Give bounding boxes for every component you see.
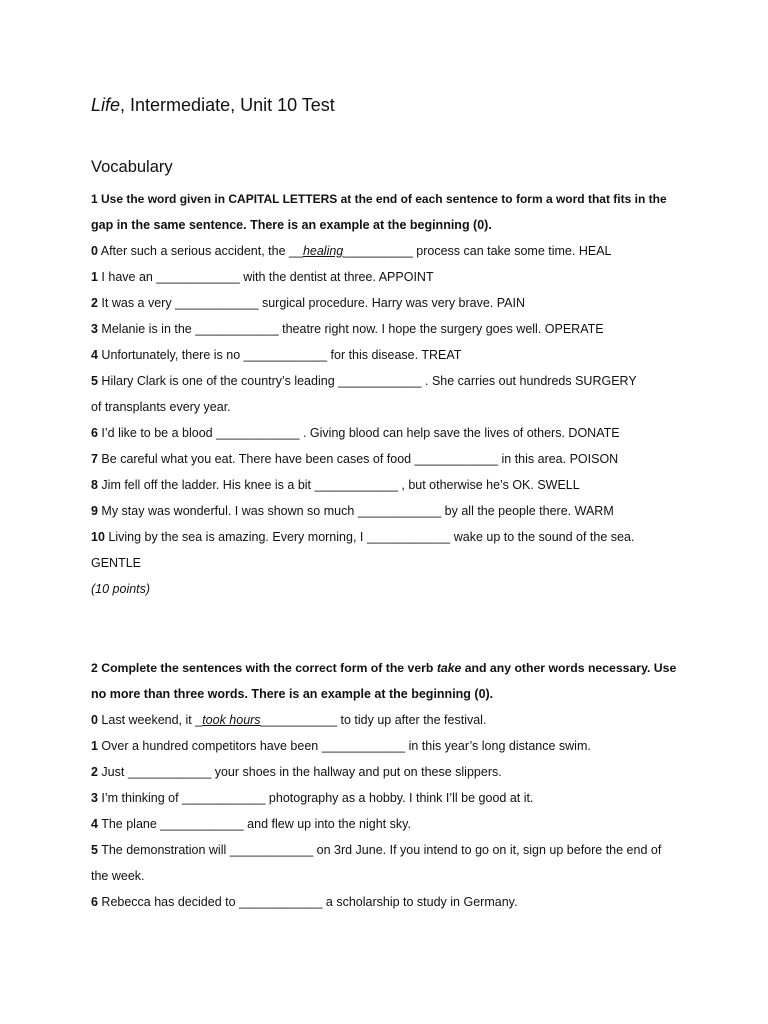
exercise-1-item-7 bbox=[91, 446, 678, 472]
exercise-1-item-3 bbox=[91, 316, 678, 342]
item-text: Melanie is in the ____________ theatre right now. I hope the surgery goes well. OPERATE bbox=[97, 322, 604, 336]
exercise-2-item-6 bbox=[91, 889, 678, 915]
item-number: 1 bbox=[91, 270, 98, 284]
exercise-1-instruction-line-1: 1 Use the word given in CAPITAL LETTERS at the end of each sentence to form a word that fits in the bbox=[91, 192, 667, 206]
item-text: The demonstration will ____________ on 3rd June. If you intend to go on it, sign up before the end of bbox=[97, 843, 662, 857]
item-text: Be careful what you eat. There have been cases of food ____________ in this area. POISON bbox=[97, 452, 619, 466]
item-number: 5 bbox=[91, 843, 98, 857]
item-text: Unfortunately, there is no ____________ for this disease. TREAT bbox=[97, 348, 462, 362]
exercise-1-item-10 bbox=[91, 524, 678, 550]
item-text-after: ___________ to tidy up after the festival. bbox=[260, 713, 487, 727]
item-number: 8 bbox=[91, 478, 98, 492]
document-title bbox=[91, 95, 335, 116]
item-text: Hilary Clark is one of the country’s leading ____________ . She carries out hundreds SURGERY bbox=[97, 374, 637, 388]
example-answer: healing bbox=[302, 244, 344, 258]
item-number: 3 bbox=[91, 791, 98, 805]
exercise-2-item-5 bbox=[91, 837, 678, 863]
item-number: 5 bbox=[91, 374, 98, 388]
exercise-1-item-5-continuation: of transplants every year. bbox=[91, 400, 231, 414]
exercise-2 bbox=[91, 655, 678, 915]
item-text: Over a hundred competitors have been ____________ in this year’s long distance swim. bbox=[97, 739, 591, 753]
title-italic: Life bbox=[91, 95, 121, 115]
item-text: Just ____________ your shoes in the hallway and put on these slippers. bbox=[97, 765, 502, 779]
item-text: My stay was wonderful. I was shown so much ____________ by all the people there. WARM bbox=[97, 504, 614, 518]
item-text-before: Last weekend, it _ bbox=[97, 713, 203, 727]
exercise-1-points: (10 points) bbox=[91, 582, 151, 596]
example-answer: took hours bbox=[202, 713, 261, 727]
item-text: Living by the sea is amazing. Every morning, I ____________ wake up to the sound of the sea. bbox=[104, 530, 635, 544]
exercise-2-item-5-continuation: the week. bbox=[91, 869, 145, 883]
exercise-1 bbox=[91, 186, 678, 602]
exercise-2-item-4 bbox=[91, 811, 678, 837]
item-number: 6 bbox=[91, 895, 98, 909]
item-text: Jim fell off the ladder. His knee is a bit ____________ , but otherwise he’s OK. SWELL bbox=[97, 478, 580, 492]
item-number: 0 bbox=[91, 713, 98, 727]
item-number: 7 bbox=[91, 452, 98, 466]
exercise-1-instruction-line-2: gap in the same sentence. There is an example at the beginning (0). bbox=[91, 218, 492, 232]
title-rest: , Intermediate, Unit 10 Test bbox=[120, 95, 335, 115]
exercise-1-item-2 bbox=[91, 290, 678, 316]
item-number: 2 bbox=[91, 296, 98, 310]
item-text: I have an ____________ with the dentist at three. APPOINT bbox=[97, 270, 434, 284]
item-number: 4 bbox=[91, 348, 98, 362]
item-number: 9 bbox=[91, 504, 98, 518]
exercise-1-item-6 bbox=[91, 420, 678, 446]
instruction-verb: take bbox=[436, 661, 462, 675]
item-text-before: After such a serious accident, the __ bbox=[97, 244, 303, 258]
item-number: 3 bbox=[91, 322, 98, 336]
item-text: The plane ____________ and flew up into the night sky. bbox=[97, 817, 411, 831]
exercise-1-item-4 bbox=[91, 342, 678, 368]
item-text: It was a very ____________ surgical procedure. Harry was very brave. PAIN bbox=[97, 296, 526, 310]
exercise-1-item-9 bbox=[91, 498, 678, 524]
item-text-after: __________ process can take some time. HEAL bbox=[343, 244, 612, 258]
exercise-2-instruction-line-2: no more than three words. There is an example at the beginning (0). bbox=[91, 687, 494, 701]
exercise-2-item-1 bbox=[91, 733, 678, 759]
exercise-2-item-3 bbox=[91, 785, 678, 811]
exercise-2-instruction-line-1 bbox=[91, 655, 678, 681]
item-number: 2 bbox=[91, 765, 98, 779]
item-number: 10 bbox=[91, 530, 105, 544]
exercise-1-item-8 bbox=[91, 472, 678, 498]
section-heading: Vocabulary bbox=[91, 158, 173, 176]
instruction-part-b: and any other words necessary. Use bbox=[461, 661, 677, 675]
exercise-1-item-10-continuation: GENTLE bbox=[91, 556, 142, 570]
item-text: I’d like to be a blood ____________ . Giving blood can help save the lives of others. DONATE bbox=[97, 426, 620, 440]
item-number: 4 bbox=[91, 817, 98, 831]
exercise-1-item-5 bbox=[91, 368, 678, 394]
exercise-1-item-0 bbox=[91, 238, 678, 264]
item-text: Rebecca has decided to ____________ a scholarship to study in Germany. bbox=[97, 895, 518, 909]
item-number: 6 bbox=[91, 426, 98, 440]
exercise-2-item-0 bbox=[91, 707, 678, 733]
item-number: 1 bbox=[91, 739, 98, 753]
item-text: I’m thinking of ____________ photography as a hobby. I think I’ll be good at it. bbox=[97, 791, 534, 805]
item-number: 0 bbox=[91, 244, 98, 258]
exercise-2-item-2 bbox=[91, 759, 678, 785]
exercise-1-item-1 bbox=[91, 264, 678, 290]
instruction-part-a: 2 Complete the sentences with the correct form of the verb bbox=[91, 661, 437, 675]
